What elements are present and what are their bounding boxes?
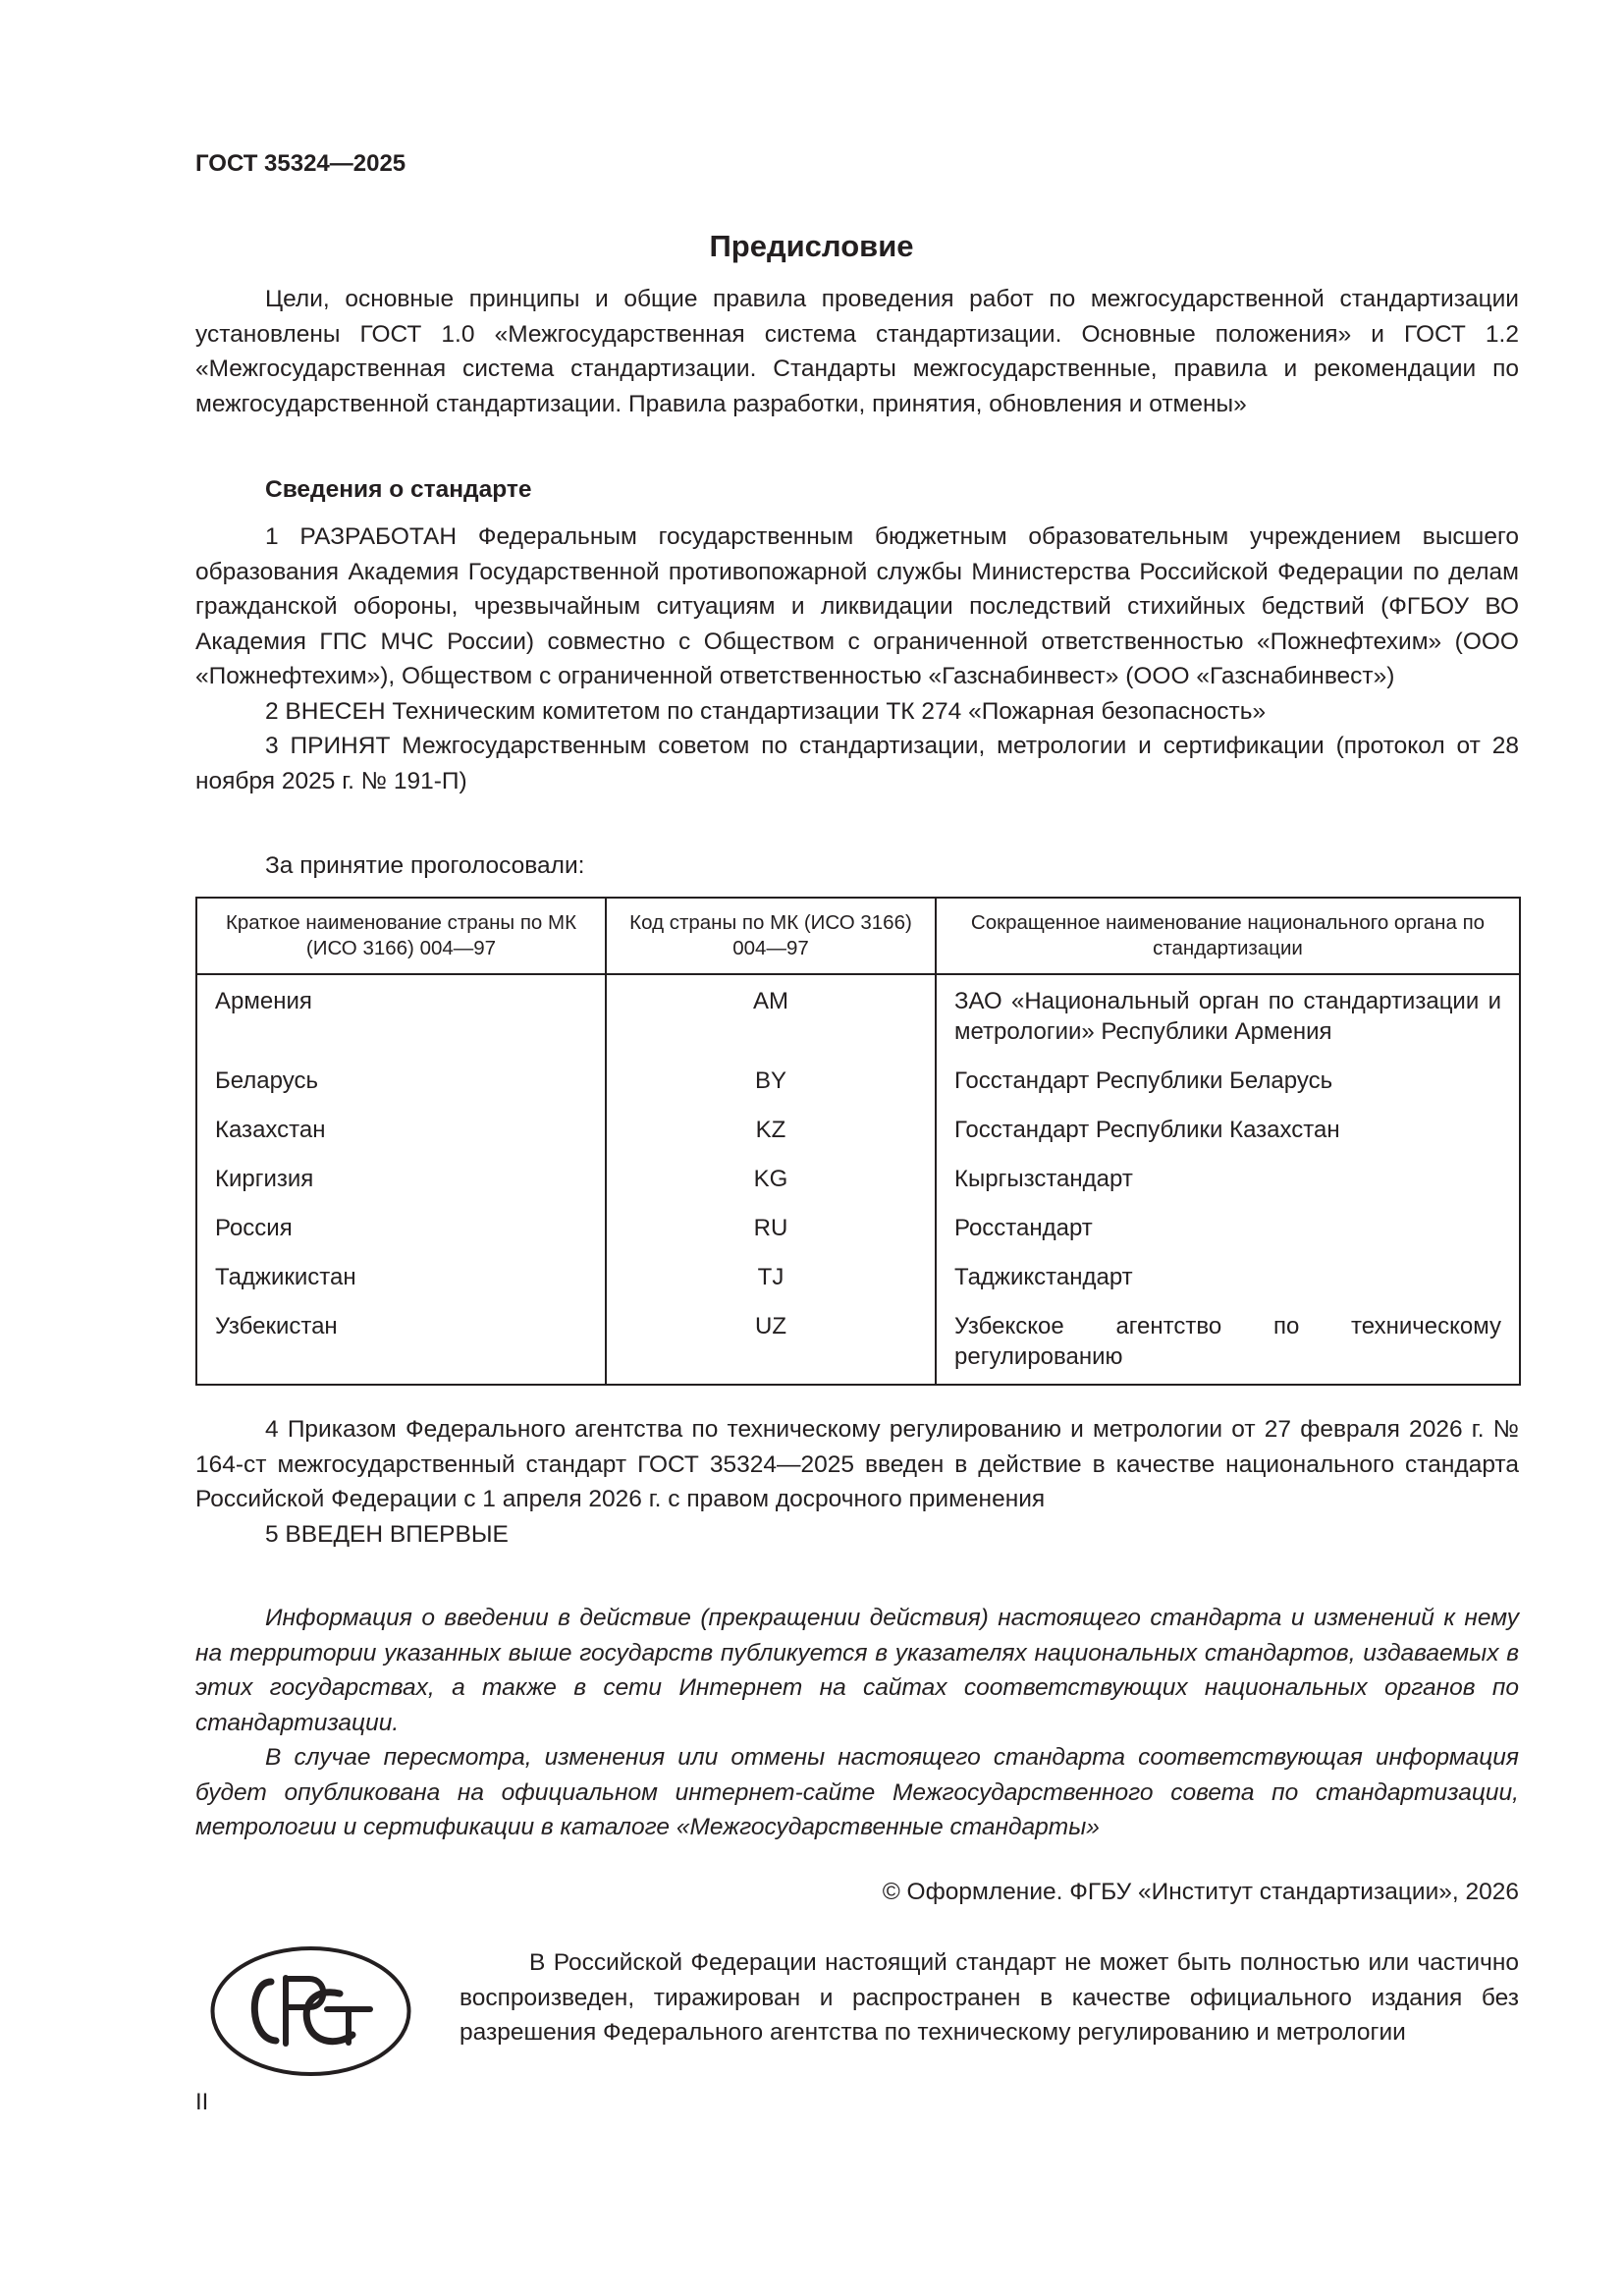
country-cell: Беларусь [196,1066,606,1115]
vote-label: За принятие проголосовали: [265,852,585,879]
code-cell: TJ [606,1262,936,1311]
notes-section [195,1601,1519,1845]
voting-table [195,897,1521,1386]
code-cell: KG [606,1164,936,1213]
organization-cell: Госстандарт Республики Казахстан [936,1115,1520,1164]
rights-paragraph: В Российской Федерации настоящий стандарт не может быть полностью или частично воспроизведен, тиражирован и распространен в качестве официального издания без разрешения Федерального агентства по техническому регулированию и метрологии [460,1949,1519,2046]
table-row [196,1262,1520,1311]
rights-notice [460,1945,1519,2050]
country-cell: Казахстан [196,1115,606,1164]
table-row [196,974,1520,1066]
country-cell: Таджикистан [196,1262,606,1311]
table-row [196,1213,1520,1262]
intro-section [195,282,1519,421]
copyright-line: © Оформление. ФГБУ «Институт стандартизации», 2026 [882,1879,1519,1905]
header-organization: Сокращенное наименование национального органа по стандартизации [936,898,1520,974]
organization-cell: Таджикстандарт [936,1262,1520,1311]
header-country: Краткое наименование страны по МК (ИСО 3166) 004—97 [196,898,606,974]
code-cell: RU [606,1213,936,1262]
note-paragraph: Информация о введении в действие (прекращении действия) настоящего стандарта и изменений к нему на территории указанных выше государств публикуется в указателях национальных стандартов, издаваемых в этих государствах, а также в сети Интернет на сайтах соответствующих национальных органов по стандартизации. [195,1605,1519,1736]
table-row [196,1164,1520,1213]
page-title: Предисловие [709,229,914,263]
code-cell: AM [606,974,936,1066]
document-id: ГОСТ 35324—2025 [195,150,406,177]
organization-cell: ЗАО «Национальный орган по стандартизации и метрологии» Республики Армения [936,974,1520,1066]
country-cell: Киргизия [196,1164,606,1213]
code-cell: UZ [606,1311,936,1385]
table-row [196,1066,1520,1115]
info-item-4: 4 Приказом Федерального агентства по техническому регулированию и метрологии от 27 февраля 2026 г. № 164-ст межгосударственный стандарт ГОСТ 35324—2025 введен в действие в качестве национального стандарта Российской Федерации с 1 апреля 2026 г. с правом досрочного применения [195,1416,1519,1512]
info-item-1: 1 РАЗРАБОТАН Федеральным государственным бюджетным образовательным учреждением высшего образования Академия Государственной противопожарной службы Министерства Российской Федерации по делам гражданской обороны, чрезвычайным ситуациям и ликвидации последствий стихийных бедствий (ФГБОУ ВО Академия ГПС МЧС России) совместно с Обществом с ограниченной ответственностью «Пожнефтехим» (ООО «Пожнефтехим»), Обществом с ограниченной ответственностью «Газснабинвест» (ООО «Газснабинвест») [195,523,1519,689]
country-cell: Россия [196,1213,606,1262]
organization-cell: Росстандарт [936,1213,1520,1262]
info-item-2: 2 ВНЕСЕН Техническим комитетом по стандартизации ТК 274 «Пожарная безопасность» [265,697,1267,725]
rst-logo-icon [209,1944,412,2078]
info-item-3: 3 ПРИНЯТ Межгосударственным советом по стандартизации, метрологии и сертификации (протокол от 28 ноября 2025 г. № 191-П) [195,733,1519,794]
code-cell: BY [606,1066,936,1115]
standard-info-list [195,519,1519,798]
section-title: Сведения о стандарте [265,476,532,503]
page-number: II [195,2089,209,2115]
info-item-5: 5 ВВЕДЕН ВПЕРВЫЕ [265,1520,509,1548]
table-row [196,1115,1520,1164]
intro-paragraph: Цели, основные принципы и общие правила проведения работ по межгосударственной стандартизации установлены ГОСТ 1.0 «Межгосударственная система стандартизации. Основные положения» и ГОСТ 1.2 «Межгосударственная система стандартизации. Стандарты межгосударственные, правила и рекомендации по межгосударственной стандартизации. Правила разработки, принятия, обновления и отмены» [195,286,1519,417]
organization-cell: Кыргызстандарт [936,1164,1520,1213]
organization-cell: Узбекское агентство по техническому регулированию [936,1311,1520,1385]
country-cell: Армения [196,974,606,1066]
table-row [196,1311,1520,1385]
country-cell: Узбекистан [196,1311,606,1385]
standard-info-list-continued [195,1412,1519,1552]
table-header-row [196,898,1520,974]
note-paragraph: В случае пересмотра, изменения или отмены настоящего стандарта соответствующая информация будет опубликована на официальном интернет-сайте Межгосударственного совета по стандартизации, метрологии и сертификации в каталоге «Межгосударственные стандарты» [195,1744,1519,1840]
organization-cell: Госстандарт Республики Беларусь [936,1066,1520,1115]
code-cell: KZ [606,1115,936,1164]
header-code: Код страны по МК (ИСО 3166) 004—97 [606,898,936,974]
